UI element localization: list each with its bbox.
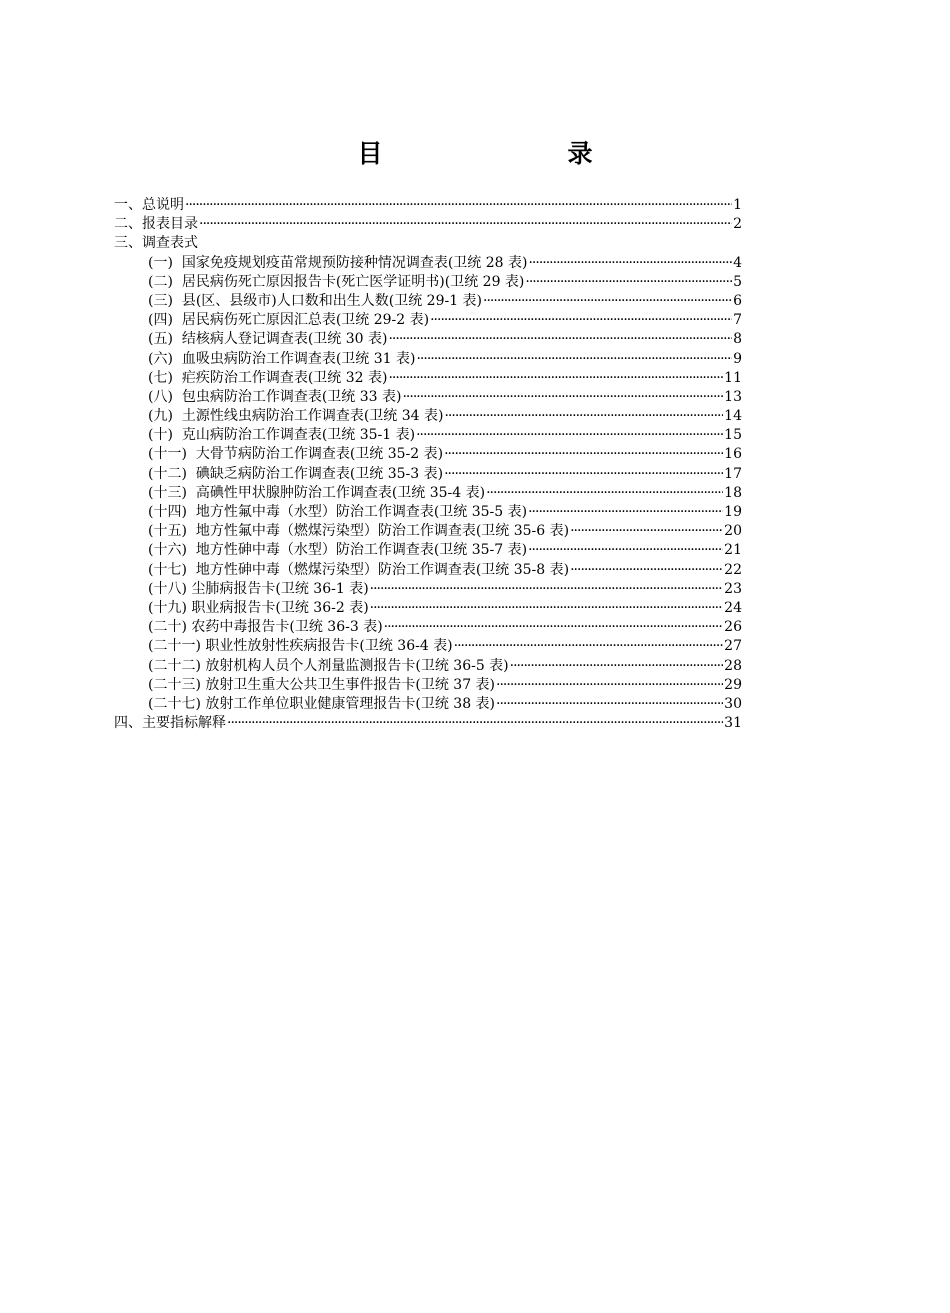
toc-page-number: 8: [733, 331, 742, 348]
page-title: 目 录: [357, 139, 638, 168]
dot-leader: [570, 522, 723, 541]
dot-leader: [483, 292, 732, 311]
toc-entry-label: (十九) 职业病报告卡(卫统 36-2 表): [148, 599, 369, 616]
toc-entry-label: (二十) 农药中毒报告卡(卫统 36-3 表): [148, 619, 383, 636]
dot-leader: [388, 330, 732, 349]
toc-page-number: 18: [724, 484, 742, 501]
toc-page-number: 11: [724, 369, 742, 386]
toc-subentry[interactable]: [114, 445, 742, 464]
toc-page-number: 31: [724, 715, 742, 732]
toc-entry-label: (九) 土源性线虫病防治工作调查表(卫统 34 表): [148, 408, 444, 425]
toc-entry-label: 二、报表目录: [114, 216, 198, 233]
dot-leader: [185, 196, 732, 215]
toc-subentry[interactable]: [114, 388, 742, 407]
toc-page-number: 24: [724, 599, 742, 616]
dot-leader: [528, 503, 723, 522]
toc-page-number: 14: [724, 408, 742, 425]
dot-leader: [388, 369, 723, 388]
toc-entry-label: (二十七) 放射工作单位职业健康管理报告卡(卫统 38 表): [148, 695, 496, 712]
toc-subentry[interactable]: [114, 350, 742, 369]
toc-subentry[interactable]: [114, 695, 742, 714]
toc-entry-label: (六) 血吸虫病防治工作调查表(卫统 31 表): [148, 350, 416, 367]
toc-page-number: 5: [733, 273, 742, 290]
dot-leader: [444, 445, 723, 464]
dot-leader: [496, 676, 723, 695]
dot-leader: [199, 215, 732, 234]
toc-subentry[interactable]: [114, 465, 742, 484]
dot-leader: [528, 541, 723, 560]
dot-leader: [528, 254, 732, 273]
toc-page-number: 15: [724, 427, 742, 444]
table-of-contents: [114, 196, 742, 733]
toc-page-number: 23: [724, 580, 742, 597]
toc-subentry[interactable]: [114, 503, 742, 522]
toc-entry-label: (五) 结核病人登记调查表(卫统 30 表): [148, 331, 388, 348]
toc-entry-label: (十六) 地方性砷中毒（水型）防治工作调查表(卫统 35-7 表): [148, 542, 528, 559]
dot-leader: [227, 714, 723, 733]
toc-entry-label: (十七) 地方性砷中毒（燃煤污染型）防治工作调查表(卫统 35-8 表): [148, 561, 570, 578]
toc-subentry[interactable]: [114, 369, 742, 388]
dot-leader: [444, 407, 723, 426]
toc-entry[interactable]: [114, 234, 742, 253]
toc-entry-label: (一) 国家免疫规划疫苗常规预防接种情况调查表(卫统 28 表): [148, 254, 528, 271]
toc-page-number: 22: [724, 561, 742, 578]
toc-page-number: 30: [724, 695, 742, 712]
toc-entry[interactable]: [114, 196, 742, 215]
toc-page-number: 4: [733, 254, 742, 271]
toc-entry-label: (二十二) 放射机构人员个人剂量监测报告卡(卫统 36-5 表): [148, 657, 509, 674]
toc-entry-label: (十) 克山病防治工作调查表(卫统 35-1 表): [148, 427, 416, 444]
dot-leader: [525, 273, 732, 292]
toc-subentry[interactable]: [114, 599, 742, 618]
toc-page-number: 26: [724, 619, 742, 636]
toc-entry-label: (十二) 碘缺乏病防治工作调查表(卫统 35-3 表): [148, 465, 444, 482]
toc-subentry[interactable]: [114, 580, 742, 599]
toc-page-number: 9: [733, 350, 742, 367]
toc-entry-label: (三) 县(区、县级市)人口数和出生人数(卫统 29-1 表): [148, 292, 483, 309]
toc-subentry[interactable]: [114, 657, 742, 676]
toc-page-number: 20: [724, 523, 742, 540]
toc-page-number: 19: [724, 504, 742, 520]
toc-entry-label: (十一) 大骨节病防治工作调查表(卫统 35-2 表): [148, 446, 444, 463]
toc-page-number: 27: [724, 638, 742, 655]
toc-subentry[interactable]: [114, 637, 742, 656]
toc-entry-label: (二) 居民病伤死亡原因报告卡(死亡医学证明书)(卫统 29 表): [148, 273, 525, 290]
toc-page-number: 1: [733, 197, 742, 213]
dot-leader: [384, 618, 724, 637]
dot-leader: [402, 388, 723, 407]
toc-subentry[interactable]: [114, 254, 742, 273]
toc-entry[interactable]: [114, 714, 742, 733]
toc-subentry[interactable]: [114, 618, 742, 637]
dot-leader: [416, 350, 732, 369]
toc-subentry[interactable]: [114, 676, 742, 695]
dot-leader: [430, 311, 732, 330]
dot-leader: [454, 637, 724, 656]
toc-page-number: 16: [724, 446, 742, 463]
toc-page-number: 2: [733, 216, 742, 233]
toc-entry-label: (十三) 高碘性甲状腺肿防治工作调查表(卫统 35-4 表): [148, 484, 486, 501]
dot-leader: [444, 465, 723, 484]
toc-page-number: 29: [724, 676, 742, 693]
toc-entry-label: (八) 包虫病防治工作调查表(卫统 33 表): [148, 388, 402, 405]
toc-subentry[interactable]: [114, 292, 742, 311]
toc-subentry[interactable]: [114, 407, 742, 426]
toc-entry-label: (十四) 地方性氟中毒（水型）防治工作调查表(卫统 35-5 表): [148, 504, 528, 520]
toc-entry-label: (二十一) 职业性放射性疾病报告卡(卫统 36-4 表): [148, 638, 453, 655]
dot-leader: [570, 561, 723, 580]
dot-leader: [370, 599, 724, 618]
toc-entry-label: 一、总说明: [114, 197, 184, 213]
toc-entry-label: 四、主要指标解释: [114, 715, 226, 732]
toc-subentry[interactable]: [114, 311, 742, 330]
dot-leader: [496, 695, 723, 714]
toc-entry[interactable]: [114, 215, 742, 234]
toc-entry-label: (十八) 尘肺病报告卡(卫统 36-1 表): [148, 580, 369, 597]
toc-entry-label: (十五) 地方性氟中毒（燃煤污染型）防治工作调查表(卫统 35-6 表): [148, 523, 570, 540]
toc-subentry[interactable]: [114, 426, 742, 445]
toc-page-number: 28: [724, 657, 742, 674]
toc-page-number: 7: [733, 312, 742, 329]
dot-leader: [486, 484, 723, 503]
toc-subentry[interactable]: [114, 330, 742, 349]
dot-leader: [370, 580, 724, 599]
toc-page-number: 17: [724, 465, 742, 482]
toc-page-number: 6: [733, 292, 742, 309]
toc-entry-label: (二十三) 放射卫生重大公共卫生事件报告卡(卫统 37 表): [148, 676, 496, 693]
dot-leader: [416, 426, 723, 445]
toc-entry-label: 三、调查表式: [114, 235, 198, 252]
toc-subentry[interactable]: [114, 522, 742, 541]
toc-entry-label: (七) 疟疾防治工作调查表(卫统 32 表): [148, 369, 388, 386]
toc-page-number: 13: [724, 388, 742, 405]
toc-subentry[interactable]: [114, 541, 742, 560]
toc-entry-label: (四) 居民病伤死亡原因汇总表(卫统 29-2 表): [148, 312, 430, 329]
toc-subentry[interactable]: [114, 273, 742, 292]
toc-page-number: 21: [724, 542, 742, 559]
toc-subentry[interactable]: [114, 561, 742, 580]
toc-subentry[interactable]: [114, 484, 742, 503]
dot-leader: [510, 657, 724, 676]
